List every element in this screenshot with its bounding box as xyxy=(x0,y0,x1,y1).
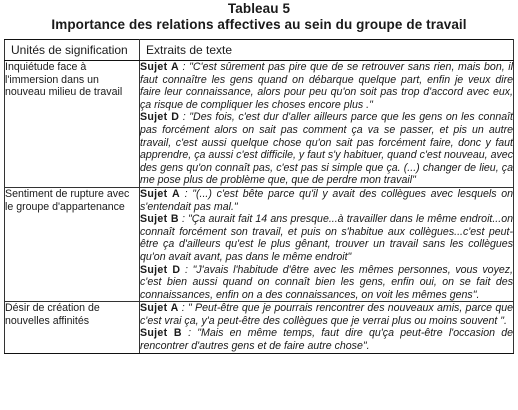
subject-label: Sujet A xyxy=(140,61,179,73)
quote-entry xyxy=(140,264,513,302)
table-row xyxy=(5,302,514,353)
unit-cell: Inquiétude face à l'immersion dans un nouveau milieu de travail xyxy=(5,61,140,188)
table-row xyxy=(5,61,514,188)
quote-entry xyxy=(140,327,513,352)
separator: : xyxy=(179,187,193,200)
document-page xyxy=(0,1,518,410)
table-header-row xyxy=(5,40,514,61)
separator: : xyxy=(180,263,193,276)
quote-text: " Peut-être que je pourrais rencontrer des nouveaux amis, parce que c'est vrai ça, y'a peut-être des collègues que je verrai plus ou moins souvent ". xyxy=(140,302,513,327)
separator: : xyxy=(181,327,198,340)
table-row xyxy=(5,187,514,301)
subject-label: Sujet B xyxy=(140,327,182,340)
quote-entry xyxy=(140,302,513,327)
column-header-extracts: Extraits de texte xyxy=(140,40,514,61)
quote-text: "Mais en même temps, faut dire qu'ça peut-être l'occasion de rencontrer d'autres gens et de faire autre chose". xyxy=(140,327,514,353)
subject-label: Sujet D xyxy=(140,263,181,276)
subject-label: Sujet A xyxy=(140,187,180,200)
quote-entry xyxy=(140,188,513,213)
quote-entry xyxy=(140,111,513,187)
separator: : xyxy=(178,61,190,73)
unit-cell: Sentiment de rupture avec le groupe d'appartenance xyxy=(5,187,140,301)
table-title: Tableau 5 xyxy=(227,1,291,16)
subject-label: Sujet D xyxy=(140,111,180,124)
quote-text: "Des fois, c'est dur d'aller ailleurs parce que les gens on les connaît pas forcément alors on sait pas comment ça va se passer, et pis un autre travail, c'est aussi quelque chose qu'on sait pas forcément faire, donc y faut apprendre, ça aussi c'est difficile, y faut s'y habituer, quand c'est nouveau, avec des gens qu'on connaît pas, c'est pas si simple que ça. (...) changer de lieu, ça me pose plus de problème que, que de perdre mon travail" xyxy=(140,111,514,187)
quote-text: "C'est sûrement pas pire que de se retrouver sans rien, mais bon, il faut connaître les gens quand on débarque quelque part, enfin je veux dire faire leur connaissance, alors pour peu qu'on soit pas trop d'accord avec eux, ça risque de compliquer les choses encore plus ." xyxy=(140,61,513,111)
subject-label: Sujet B xyxy=(140,213,179,226)
quote-text: "J'avais l'habitude d'être avec les mêmes personnes, vous voyez, c'est bien aussi quand on connaît bien les gens, enfin oui, on se fait des connaissances, enfin on a des connaissances, on voit les mêmes gens". xyxy=(140,263,514,301)
quote-text: "(...) c'est bête parce qu'il y avait des collègues avec lesquels on s'entendait pas mal." xyxy=(140,187,513,213)
quote-entry xyxy=(140,213,513,263)
table-subtitle: Importance des relations affectives au sein du groupe de travail xyxy=(51,17,467,32)
separator: : xyxy=(178,302,189,315)
separator: : xyxy=(179,111,190,124)
extract-cell xyxy=(140,187,514,301)
separator: : xyxy=(178,213,189,226)
column-header-units: Unités de signification xyxy=(5,40,140,61)
unit-cell: Désir de création de nouvelles affinités xyxy=(5,302,140,353)
quote-text: "Ça aurait fait 14 ans presque...à travailler dans le même endroit...on connaît forcément son travail, et puis on s'habitue aux collègues...c'est peut-être ça d'ailleurs qu'est le plus gênant, trouver un travail sans les collègues qu'on avait avant, pas dans le même endroit" xyxy=(140,213,513,263)
extract-cell xyxy=(140,302,514,353)
data-table xyxy=(4,39,514,354)
subject-label: Sujet A xyxy=(140,302,179,315)
quote-entry xyxy=(140,61,513,111)
extract-cell xyxy=(140,61,514,188)
